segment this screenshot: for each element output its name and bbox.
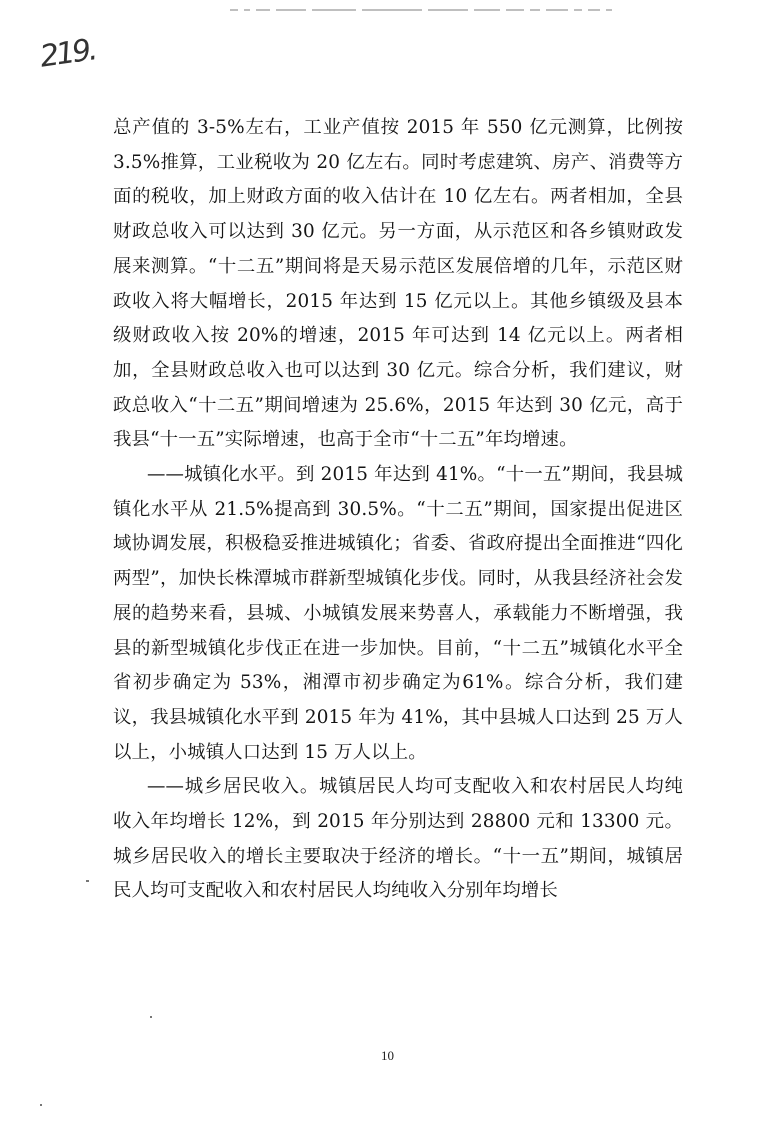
paragraph-urbanization: ——城镇化水平。到 2015 年达到 41%。“十一五”期间，我县城镇化水平从 21.5%提高到 30.5%。“十二五”期间，国家提出促进区域协调发展，积极稳妥推进城镇化；省委、省政府提出全面推进“四化两型”，加快长株潭城市群新型城镇化步伐。同时，从我县经济社会发展的趋势来看，县城、小城镇发展来势喜人，承载能力不断增强，我县的新型城镇化步伐正在进一步加快。目前，“十二五”城镇化水平全省初步确定为 53%，湘潭市初步确定为61%。综合分析，我们建议，我县城镇化水平到 2015 年为 41%，其中县城人口达到 25 万人以上，小城镇人口达到 15 万人以上。 <box>113 464 683 763</box>
page-number: 10 <box>381 1048 394 1063</box>
scan-speck <box>86 880 89 882</box>
document-body <box>113 111 683 909</box>
scan-speck <box>150 1016 152 1018</box>
paragraph-fiscal-revenue: 总产值的 3-5%左右，工业产值按 2015 年 550 亿元测算，比例按 3.5%推算，工业税收为 20 亿左右。同时考虑建筑、房产、消费等方面的税收，加上财政方面的收入估计在 10 亿左右。两者相加，全县财政总收入可以达到 30 亿元。另一方面，从示范区和各乡镇财政发展来测算。“十二五”期间将是天易示范区发展倍增的几年，示范区财政收入将大幅增长，2015 年达到 15 亿元以上。其他乡镇级及县本级财政收入按 20%的增速，2015 年可达到 14 亿元以上。两者相加，全县财政总收入也可以达到 30 亿元。综合分析，我们建议，财政总收入“十二五”期间增速为 25.6%，2015 年达到 30 亿元，高于我县“十一五”实际增速，也高于全市“十二五”年均增速。 <box>113 117 683 451</box>
scan-speck <box>40 1104 42 1106</box>
paragraph-resident-income: ——城乡居民收入。城镇居民人均可支配收入和农村居民人均纯收入年均增长 12%，到 2015 年分别达到 28800 元和 13300 元。城乡居民收入的增长主要取决于经济的增长。“十一五”期间，城镇居民人均可支配收入和农村居民人均纯收入分别年均增长 <box>113 776 683 902</box>
scan-artifact-top <box>230 6 700 14</box>
handwritten-page-mark: 219. <box>37 32 97 75</box>
